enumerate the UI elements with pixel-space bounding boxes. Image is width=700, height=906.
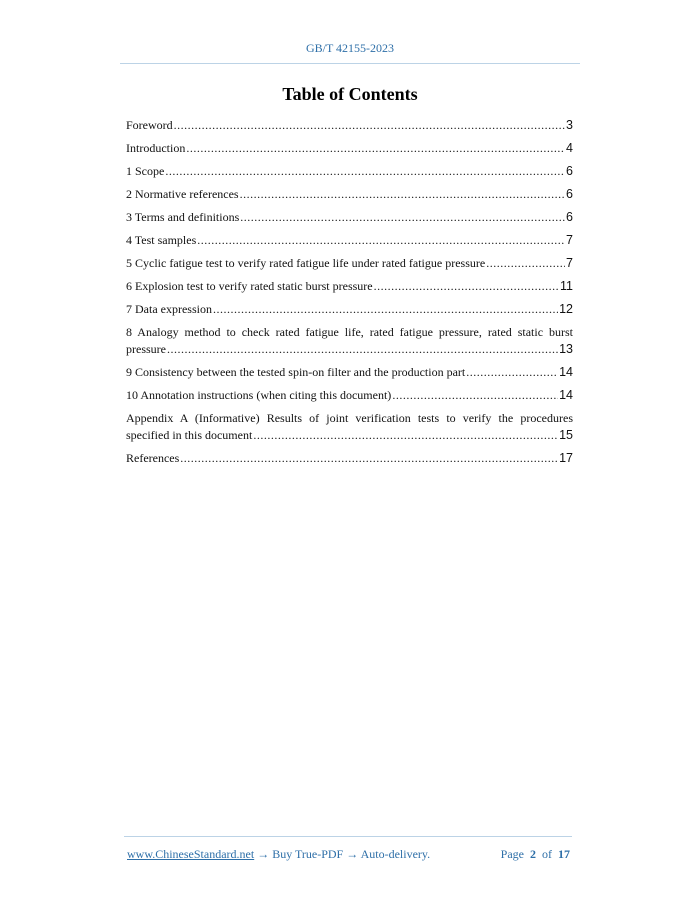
site-link[interactable]: www.ChineseStandard.net bbox=[127, 847, 255, 861]
toc-entry-consistency[interactable] bbox=[126, 364, 573, 381]
toc-page-number: 14 bbox=[559, 388, 573, 402]
auto-delivery-text: Auto-delivery. bbox=[360, 847, 431, 861]
buy-pdf-link[interactable]: Buy True-PDF bbox=[272, 847, 344, 861]
toc-leader-dots bbox=[167, 341, 558, 358]
of-word: of bbox=[542, 847, 552, 861]
toc-leader-dots bbox=[486, 255, 565, 272]
footer-divider bbox=[124, 836, 572, 837]
toc-page-number: 15 bbox=[559, 428, 573, 442]
toc-entry-normative-references[interactable] bbox=[126, 186, 573, 203]
toc-entry-label: 9 Consistency between the tested spin-on filter and the production part bbox=[126, 365, 466, 379]
toc-leader-dots bbox=[197, 232, 565, 249]
toc-entry-analogy-method[interactable] bbox=[126, 324, 573, 358]
toc-entry-label: References bbox=[126, 451, 180, 465]
toc-entry-appendix-a[interactable] bbox=[126, 410, 573, 444]
toc-entry-label: pressure bbox=[126, 342, 166, 356]
page-title: Table of Contents bbox=[282, 84, 418, 104]
toc-entry-label: specified in this document bbox=[126, 428, 253, 442]
toc-entry-foreword[interactable] bbox=[126, 117, 573, 134]
total-pages: 17 bbox=[558, 847, 570, 861]
toc-entry-data-expression[interactable] bbox=[126, 301, 573, 318]
toc-leader-dots bbox=[392, 387, 558, 404]
toc-entry-label: 5 Cyclic fatigue test to verify rated fatigue life under rated fatigue pressure bbox=[126, 256, 486, 270]
toc-entry-label: 4 Test samples bbox=[126, 233, 197, 247]
toc-leader-dots bbox=[165, 163, 565, 180]
header-divider bbox=[120, 63, 580, 64]
toc-page-number: 4 bbox=[566, 141, 573, 155]
arrow-right-icon: → bbox=[257, 847, 270, 861]
toc-entry-scope[interactable] bbox=[126, 163, 573, 180]
toc-leader-dots bbox=[374, 278, 559, 295]
toc-page-number: 14 bbox=[559, 365, 573, 379]
footer-left bbox=[127, 847, 430, 862]
toc-page-number: 17 bbox=[559, 451, 573, 465]
toc-page-number: 12 bbox=[559, 302, 573, 316]
toc-entry-cyclic-fatigue-test[interactable] bbox=[126, 255, 573, 272]
toc-entry-introduction[interactable] bbox=[126, 140, 573, 157]
toc-entry-label: 2 Normative references bbox=[126, 187, 239, 201]
toc-entry-label: 3 Terms and definitions bbox=[126, 210, 240, 224]
toc-entry-label: 7 Data expression bbox=[126, 302, 212, 316]
toc-page-number: 7 bbox=[566, 256, 573, 270]
toc-entry-label-line1: Appendix A (Informative) Results of joint verification tests to verify the procedures bbox=[126, 411, 573, 425]
toc-leader-dots bbox=[240, 209, 565, 226]
toc-page-number: 13 bbox=[559, 342, 573, 356]
toc-page-number: 6 bbox=[566, 210, 573, 224]
page-indicator bbox=[501, 847, 570, 862]
toc-page-number: 11 bbox=[560, 279, 573, 293]
table-of-contents bbox=[126, 117, 573, 473]
toc-leader-dots bbox=[186, 140, 565, 157]
toc-entry-label: Foreword bbox=[126, 118, 173, 132]
toc-leader-dots bbox=[240, 186, 565, 203]
toc-leader-dots bbox=[253, 427, 558, 444]
toc-page-number: 7 bbox=[566, 233, 573, 247]
toc-page-number: 6 bbox=[566, 164, 573, 178]
toc-leader-dots bbox=[174, 117, 565, 134]
toc-entry-label: Introduction bbox=[126, 141, 186, 155]
page-word: Page bbox=[500, 847, 524, 861]
toc-entry-annotation-instructions[interactable] bbox=[126, 387, 573, 404]
arrow-right-icon: → bbox=[346, 847, 359, 861]
toc-page-number: 6 bbox=[566, 187, 573, 201]
page-header: GB/T 42155-2023 bbox=[305, 41, 395, 55]
toc-entry-label: 6 Explosion test to verify rated static burst pressure bbox=[126, 279, 373, 293]
toc-entry-test-samples[interactable] bbox=[126, 232, 573, 249]
toc-leader-dots bbox=[180, 450, 558, 467]
toc-entry-explosion-test[interactable] bbox=[126, 278, 573, 295]
toc-entry-label: 10 Annotation instructions (when citing this document) bbox=[126, 388, 392, 402]
toc-entry-label: 1 Scope bbox=[126, 164, 165, 178]
toc-leader-dots bbox=[466, 364, 558, 381]
toc-page-number: 3 bbox=[566, 118, 573, 132]
toc-leader-dots bbox=[213, 301, 558, 318]
toc-entry-terms-definitions[interactable] bbox=[126, 209, 573, 226]
toc-entry-label-line1: 8 Analogy method to check rated fatigue life, rated fatigue pressure, rated static burst bbox=[126, 325, 573, 339]
toc-entry-references[interactable] bbox=[126, 450, 573, 467]
current-page-number: 2 bbox=[530, 847, 536, 861]
